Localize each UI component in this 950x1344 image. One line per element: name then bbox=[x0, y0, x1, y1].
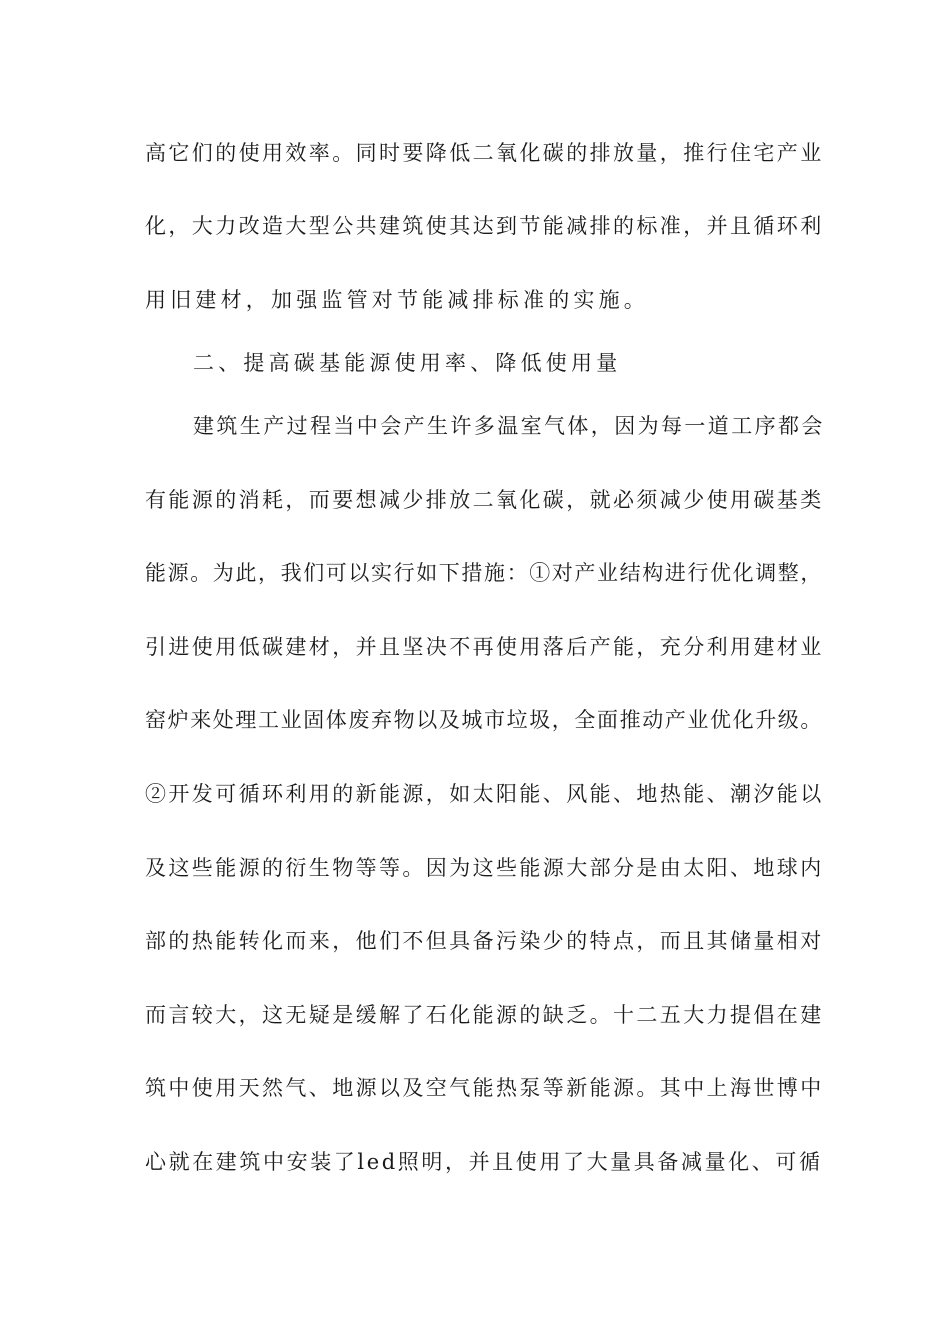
paragraph-line: 及这些能源的衍生物等等。因为这些能源大部分是由太阳、地球内 bbox=[145, 856, 824, 880]
paragraph-line: 而言较大，这无疑是缓解了石化能源的缺乏。十二五大力提倡在建 bbox=[145, 1003, 824, 1027]
paragraph-line: 有能源的消耗，而要想减少排放二氧化碳，就必须减少使用碳基类 bbox=[145, 488, 824, 512]
paragraph-line: 心就在建筑中安装了led照明，并且使用了大量具备减量化、可循 bbox=[145, 1150, 823, 1174]
section-heading: 二、提高碳基能源使用率、降低使用量 bbox=[193, 351, 622, 375]
paragraph-line: 高它们的使用效率。同时要降低二氧化碳的排放量，推行住宅产业 bbox=[145, 141, 824, 165]
paragraph-line: 窑炉来处理工业固体废弃物以及城市垃圾，全面推动产业优化升级。 bbox=[145, 708, 823, 732]
paragraph-line: 筑中使用天然气、地源以及空气能热泵等新能源。其中上海世博中 bbox=[145, 1076, 824, 1100]
paragraph-line: 化，大力改造大型公共建筑使其达到节能减排的标准，并且循环利 bbox=[145, 214, 824, 238]
paragraph-line: 引进使用低碳建材，并且坚决不再使用落后产能，充分利用建材业 bbox=[145, 635, 824, 659]
paragraph-line: 部的热能转化而来，他们不但具备污染少的特点，而且其储量相对 bbox=[145, 929, 824, 953]
paragraph-line: 用旧建材，加强监管对节能减排标准的实施。 bbox=[145, 288, 649, 312]
paragraph-line: 建筑生产过程当中会产生许多温室气体，因为每一道工序都会 bbox=[193, 414, 825, 438]
paragraph-line: 能源。为此，我们可以实行如下措施：①对产业结构进行优化调整， bbox=[145, 561, 823, 585]
paragraph-line: ②开发可循环利用的新能源，如太阳能、风能、地热能、潮汐能以 bbox=[145, 782, 824, 806]
